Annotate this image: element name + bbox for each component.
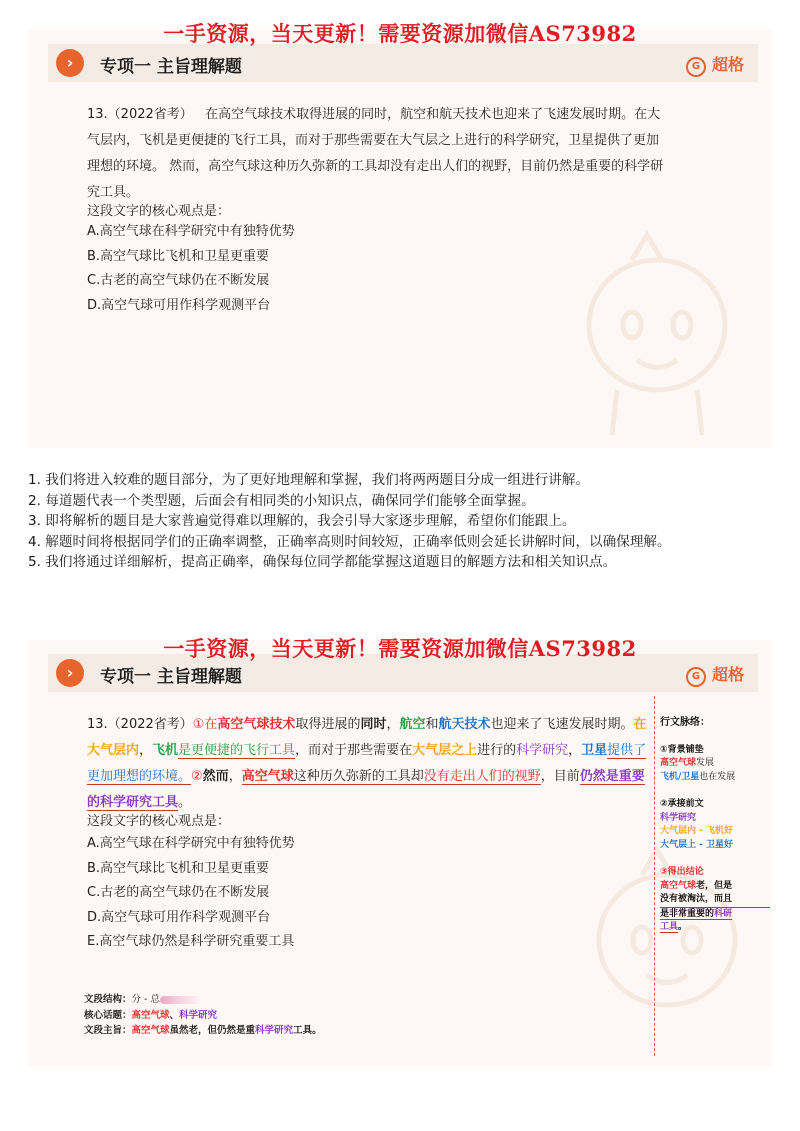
slide-question bbox=[28, 30, 772, 448]
note-item: 2. 每道题代表一个类型题，后面会有相同类的小知识点，确保同学们能够全面掌握。 bbox=[28, 492, 535, 509]
option-list bbox=[87, 832, 295, 955]
slide-title: 专项一 主旨理解题 bbox=[100, 667, 242, 687]
mascot-watermark-icon bbox=[572, 230, 742, 440]
option-c[interactable]: C.古老的高空气球仍在不断发展 bbox=[87, 885, 270, 900]
option-a[interactable]: A.高空气球在科学研究中有独特优势 bbox=[87, 836, 295, 851]
promo-banner: 一手资源，当天更新！需要资源加微信AS73982 bbox=[163, 21, 637, 46]
note-item: 1. 我们将进入较难的题目部分，为了更好地理解和掌握，我们将两两题目分成一组进行讲解。 bbox=[28, 472, 590, 488]
note-item: 5. 我们将通过详细解析，提高正确率，确保每位同学都能掌握这道题目的解题方法和相关知识点。 bbox=[28, 554, 617, 570]
structure-sidebar: 行文脉络： ①背景铺垫 高空气球发展 飞机/卫星也在发展 ②承接前文 科学研究 大气层内 - 飞机好 大气层上 - 卫星好 ③得出结论 高空气球老，但是 没有被淘汰，而且 是非常重要的科研 工具。 bbox=[660, 716, 770, 935]
note-item: 3. 即将解析的题目是大家普遍觉得难以理解的，我会引导大家逐步理解，希望你们能跟上。 bbox=[28, 513, 576, 529]
slide-title: 专项一 主旨理解题 bbox=[100, 57, 242, 77]
option-list bbox=[87, 220, 295, 318]
question-prompt: 这段文字的核心观点是： bbox=[87, 204, 231, 219]
chevron-right-icon: › bbox=[56, 49, 84, 77]
option-e[interactable]: E.高空气球仍然是科学研究重要工具 bbox=[87, 934, 295, 949]
option-c[interactable]: C.古老的高空气球仍在不断发展 bbox=[87, 273, 270, 288]
option-b[interactable]: B.高空气球比飞机和卫星更重要 bbox=[87, 860, 270, 876]
note-item: 4. 解题时间将根据同学们的正确率调整，正确率高则时间较短，正确率低则会延长讲解时间，以确保理解。 bbox=[28, 533, 671, 550]
sidebar-divider bbox=[654, 696, 655, 1056]
question-text: 13.（2022省考） 在高空气球技术取得进展的同时，航空和航天技术也迎来了飞速发展时期。在大气层内，飞机是更便捷的飞行工具，而对于那些需要在大气层之上进行的科学研究，卫星提供了更加理想的环境。 然而，高空气球这种历久弥新的工具却没有走出人们的视野，目前仍然是重要的科学研究工具。 bbox=[87, 107, 664, 200]
chevron-right-icon: › bbox=[56, 659, 84, 687]
passage-summary: 文段结构：分 - 总 核心话题：高空气球、科学研究 文段主旨：高空气球虽然老，但仍然是重科学研究工具。 bbox=[84, 994, 322, 1036]
brand-logo: G 超格 bbox=[686, 52, 744, 77]
sidebar-step-1: ①背景铺垫 bbox=[660, 744, 704, 755]
option-d[interactable]: D.高空气球可用作科学观测平台 bbox=[87, 297, 271, 313]
slide-header bbox=[48, 44, 758, 82]
sidebar-step-3: ③得出结论 bbox=[660, 867, 704, 877]
teaching-notes bbox=[0, 470, 800, 573]
annotated-question-text: 13.（2022省考）①在高空气球技术取得进展的同时，航空和航天技术也迎来了飞速发展时期。在大气层内，飞机是更便捷的飞行工具，而对于那些需要在大气层之上进行的科学研究，卫星提供了更加理想的环境。②然而，高空气球这种历久弥新的工具却没有走出人们的视野，目前仍然是重要的科学研究工具。 bbox=[87, 717, 647, 810]
slide-analysis bbox=[28, 640, 772, 1066]
sidebar-title: 行文脉络： bbox=[660, 717, 710, 728]
option-a[interactable]: A.高空气球在科学研究中有独特优势 bbox=[87, 224, 295, 239]
redaction-blur bbox=[160, 996, 200, 1004]
sidebar-step-2: ②承接前文 bbox=[660, 799, 704, 809]
logo-g-icon: G bbox=[686, 57, 706, 77]
option-d[interactable]: D.高空气球可用作科学观测平台 bbox=[87, 909, 271, 925]
question-prompt: 这段文字的核心观点是： bbox=[87, 814, 231, 829]
logo-g-icon: G bbox=[686, 667, 706, 687]
brand-logo: G 超格 bbox=[686, 662, 744, 687]
promo-banner: 一手资源，当天更新！需要资源加微信AS73982 bbox=[163, 636, 637, 661]
option-b[interactable]: B.高空气球比飞机和卫星更重要 bbox=[87, 248, 270, 264]
